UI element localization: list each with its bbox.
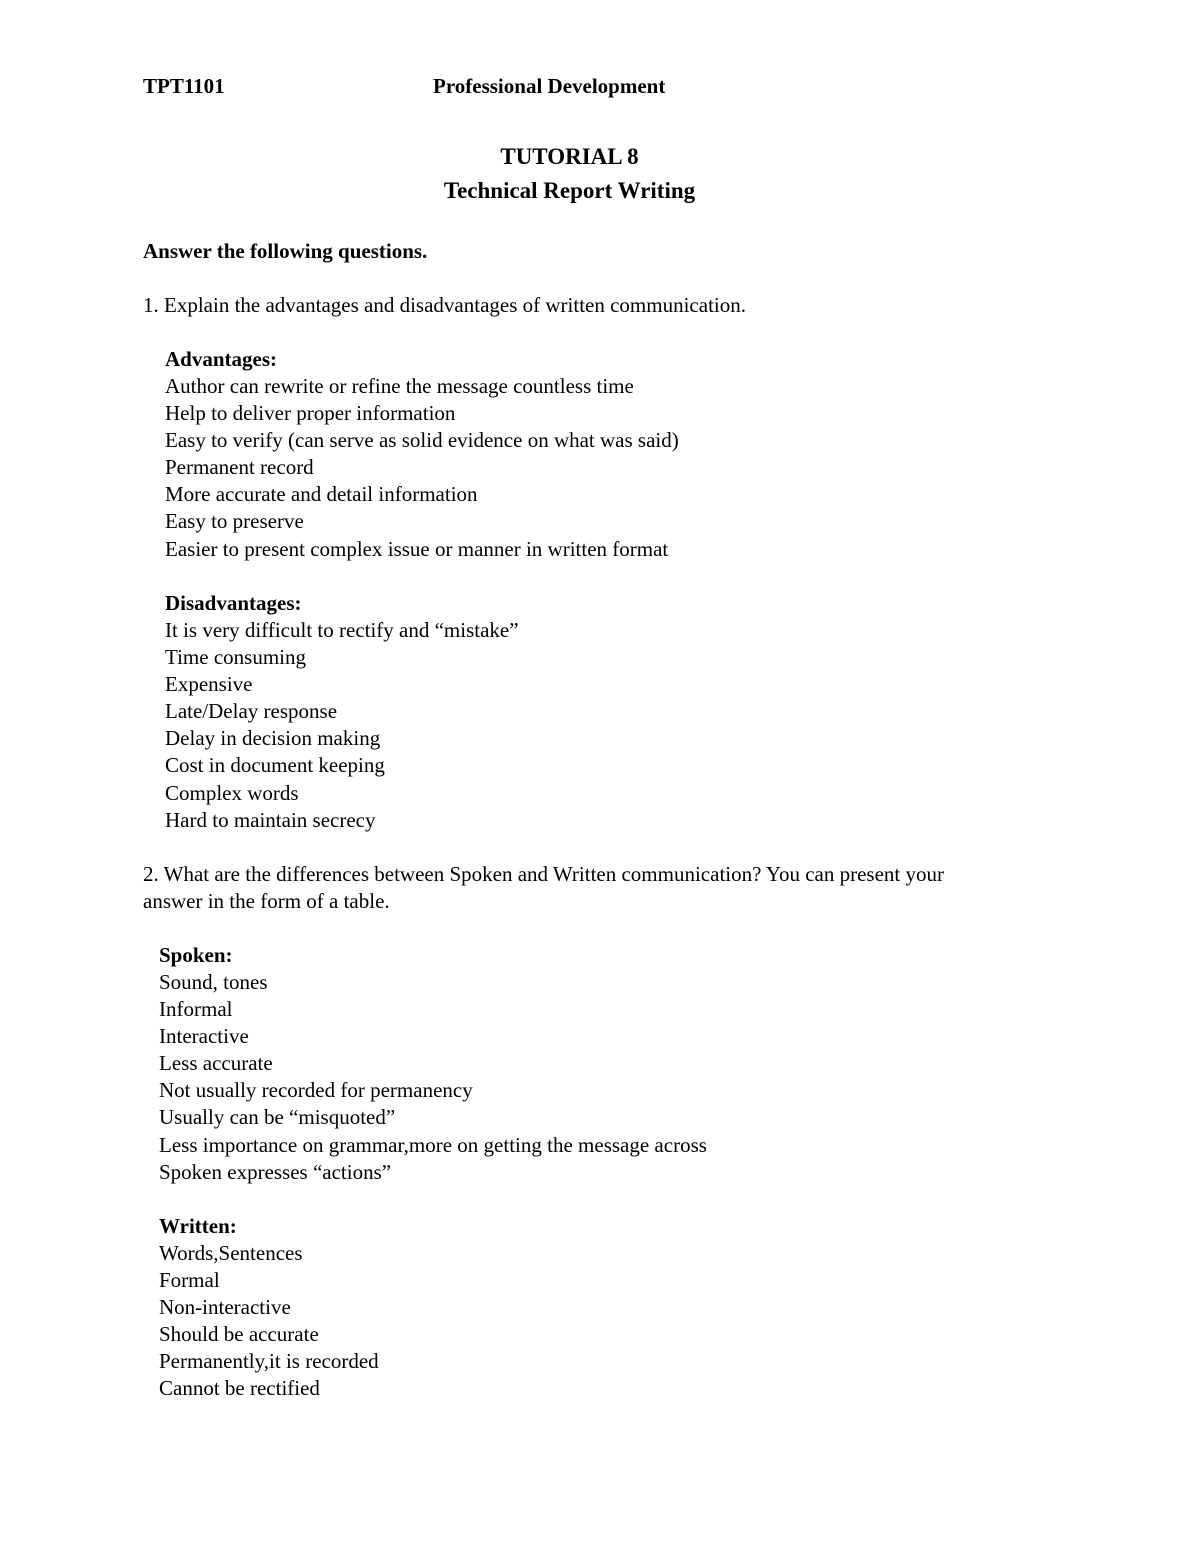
list-item: Cannot be rectified <box>159 1376 320 1401</box>
list-item: Expensive <box>165 672 253 697</box>
list-item: Easy to verify (can serve as solid evidence on what was said) <box>165 428 679 453</box>
list-item: Should be accurate <box>159 1322 319 1347</box>
list-item: Spoken expresses “actions” <box>159 1159 392 1184</box>
list-item: Sound, tones <box>159 970 268 994</box>
tutorial-title: TUTORIAL 8 <box>500 144 639 169</box>
disadvantages-list <box>165 617 519 834</box>
list-item: Formal <box>159 1268 220 1293</box>
spoken-list <box>159 969 707 1186</box>
list-item: Easy to preserve <box>165 509 304 534</box>
instruction: Answer the following questions. <box>143 239 428 263</box>
written-list <box>159 1240 379 1403</box>
list-item: Non-interactive <box>159 1295 291 1320</box>
list-item: Interactive <box>159 1024 249 1049</box>
written-heading: Written: <box>159 1214 237 1238</box>
tutorial-subtitle: Technical Report Writing <box>443 178 696 203</box>
list-item: Author can rewrite or refine the message countless time <box>165 374 634 398</box>
list-item: Hard to maintain secrecy <box>165 807 376 832</box>
course-code: TPT1101 <box>143 74 225 98</box>
advantages-list <box>165 373 679 563</box>
list-item: Easier to present complex issue or manner in written format <box>165 536 669 561</box>
list-item: Permanently,it is recorded <box>159 1349 379 1374</box>
question-1: 1. Explain the advantages and disadvantages of written communication. <box>143 293 746 317</box>
list-item: It is very difficult to rectify and “mistake” <box>165 618 519 642</box>
list-item: Permanent record <box>165 455 314 480</box>
question-2-line-2: answer in the form of a table. <box>143 889 390 913</box>
list-item: Not usually recorded for permanency <box>159 1078 473 1103</box>
spoken-heading: Spoken: <box>159 943 233 967</box>
list-item: Time consuming <box>165 645 306 670</box>
list-item: Complex words <box>165 780 299 805</box>
list-item: Less importance on grammar,more on getting the message across <box>159 1132 707 1157</box>
question-2-line-1: 2. What are the differences between Spoken and Written communication? You can present your <box>143 862 944 886</box>
list-item: More accurate and detail information <box>165 482 478 507</box>
course-name: Professional Development <box>433 74 666 98</box>
list-item: Informal <box>159 997 233 1022</box>
list-item: Usually can be “misquoted” <box>159 1105 396 1130</box>
list-item: Help to deliver proper information <box>165 401 456 426</box>
list-item: Words,Sentences <box>159 1241 303 1265</box>
list-item: Cost in document keeping <box>165 753 385 778</box>
list-item: Late/Delay response <box>165 699 338 724</box>
list-item: Delay in decision making <box>165 726 381 751</box>
disadvantages-heading: Disadvantages: <box>165 591 302 615</box>
list-item: Less accurate <box>159 1051 273 1076</box>
advantages-heading: Advantages: <box>165 347 278 371</box>
